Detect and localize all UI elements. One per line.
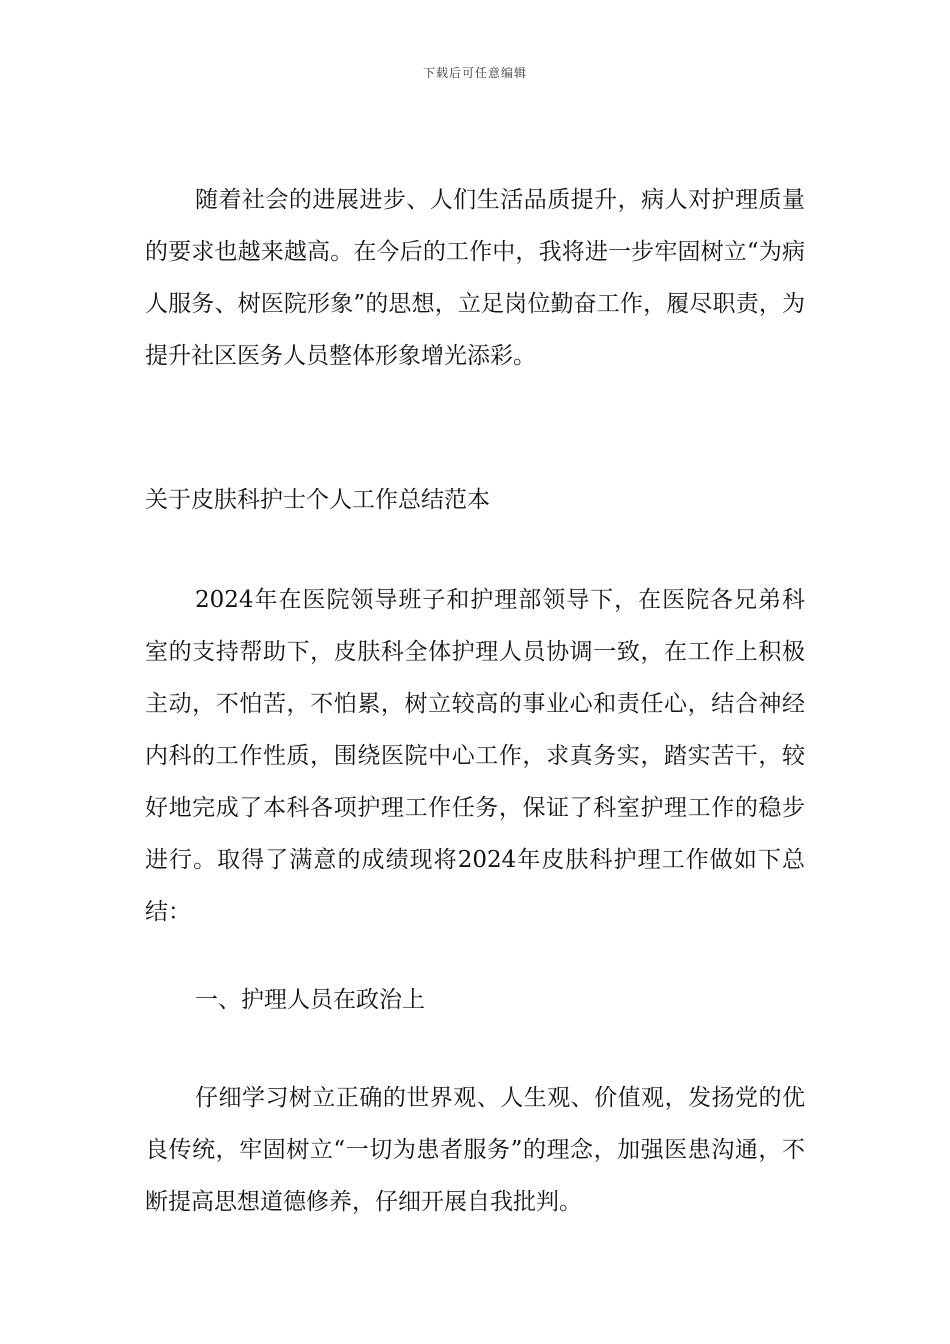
- header-note: 下载后可任意编辑: [422, 66, 527, 80]
- section-heading: 一、护理人员在政治上: [195, 987, 425, 1013]
- paragraph-1: 随着社会的进展进步、人们生活品质提升，病人对护理质量的要求也越来越高。在今后的工作中，我将进一步牢固树立“为病人服务、树医院形象”的思想，立足岗位勤奋工作，履尽职责，为提升社区医务人员整体形象增光添彩。: [145, 187, 805, 369]
- document-title: 关于皮肤科护士个人工作总结范本: [145, 487, 490, 513]
- paragraph-3: 仔细学习树立正确的世界观、人生观、价值观，发扬党的优良传统，牢固树立“一切为患者服务”的理念，加强医患沟通，不断提高思想道德修养，仔细开展自我批判。: [145, 1085, 805, 1215]
- paragraph-2: 2024年在医院领导班子和护理部领导下，在医院各兄弟科室的支持帮助下，皮肤科全体护理人员协调一致，在工作上积极主动，不怕苦，不怕累，树立较高的事业心和责任心，结合神经内科的工作性质，围绕医院中心工作，求真务实，踏实苦干，较好地完成了本科各项护理工作任务，保证了科室护理工作的稳步进行。取得了满意的成绩现将2024年皮肤科护理工作做如下总结：: [145, 587, 805, 925]
